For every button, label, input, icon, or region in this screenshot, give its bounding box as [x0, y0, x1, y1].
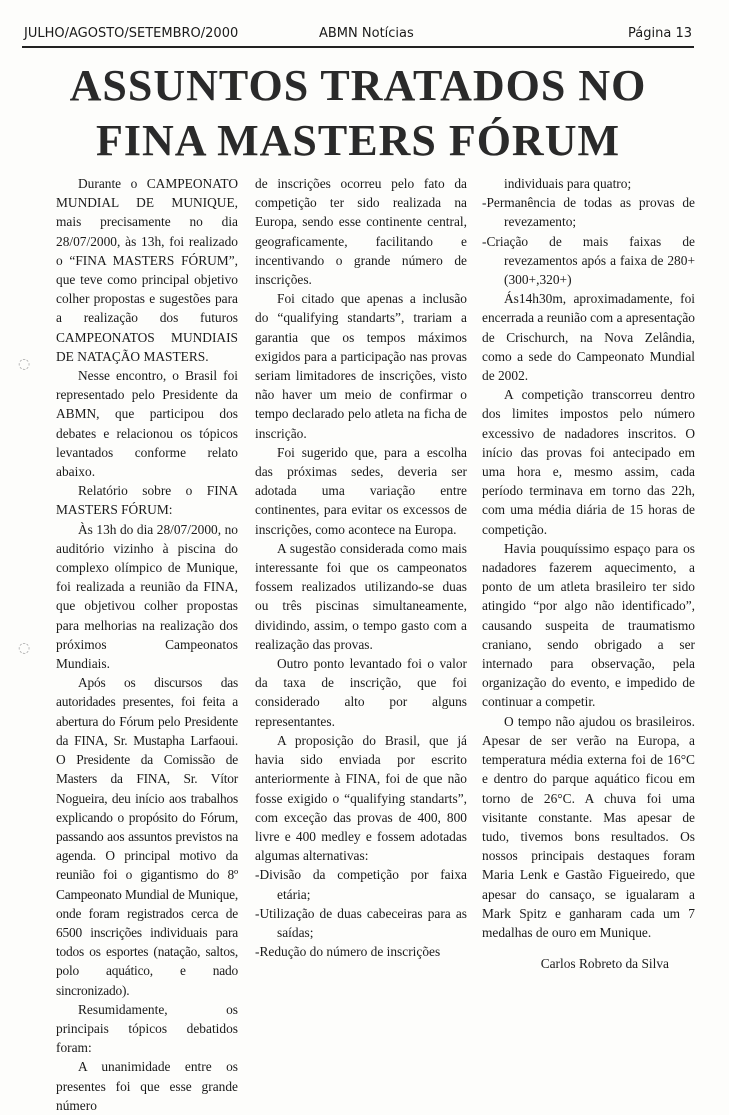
- paragraph: O tempo não ajudou os brasileiros. Apesar de ser verão na Europa, a temperatura média externa foi de 16°C e dentro do parque aquático ficou em torno de 26°C. A chuva foi uma visitante constante. Mas apesar de tudo, tivemos bons resultados. Os nossos principais destaques foram Maria Lenk e Gastão Figueiredo, que apesar do cansaço, se igualaram a Mark Spitz e ganharam cada um 7 medalhas de ouro em Munique.: [482, 713, 695, 940]
- paragraph: Ás14h30m, aproximadamente, foi encerrada a reunião com a apresentação de Crischurch, na Nova Zelândia, como a sede do Campeonato Mundial de 2002.: [482, 291, 695, 384]
- header-divider: [22, 46, 694, 48]
- paragraph: Havia pouquíssimo espaço para os nadadores fazerem aquecimento, a ponto de um atleta brasileiro ter sido atingido “por algo não identificado”, causando suspeita de traumatismo craniano, sendo obrigado a ser internado para observação, pela organização do evento, e impedido de continuar a competir.: [482, 540, 695, 710]
- paragraph: Às 13h do dia 28/07/2000, no auditório vizinho à piscina do complexo olímpico de Munique, foi realizada a reunião da FINA, que objetivou colher propostas para melhorias na realização dos próximos Campeonatos Mundiais.: [56, 521, 238, 672]
- article-title: [20, 58, 696, 168]
- paragraph: A unanimidade entre os presentes foi que esse grande número: [56, 1059, 238, 1113]
- publication-name: ABMN Notícias: [319, 26, 414, 41]
- article-column-1: [56, 174, 238, 1115]
- list-item: -Permanência de todas as provas de revezamento;: [482, 195, 695, 230]
- scan-hole-mark: ◌: [18, 640, 31, 656]
- paragraph: de inscrições ocorreu pelo fato da competição ter sido realizada na Europa, sendo esse continente central, geograficamente, facilitando e incentivando o grande número de inscrições.: [255, 176, 467, 288]
- page-header: [24, 26, 692, 46]
- paragraph: Após os discursos das autoridades presentes, foi feita a abertura do Fórum pelo Presidente da FINA, Sr. Mustapha Larfaoui. O Presidente da Comissão de Masters da FINA, Sr. Vítor Nogueira, deu início aos trabalhos explicando o propósito do Fórum, passando aos assuntos previstos na agenda. O principal motivo da reunião foi o gigantismo do 8º Campeonato Mundial de Munique, onde foram registrados cerca de 6500 inscrições individuais para todos os esportes (natação, saltos, polo aquático, e nado sincronizado).: [56, 675, 238, 998]
- list-item-continued: individuais para quatro;: [504, 176, 632, 191]
- paragraph: Resumidamente, os principais tópicos debatidos foram:: [56, 1001, 238, 1056]
- paragraph: Outro ponto levantado foi o valor da taxa de inscrição, que foi considerado alto por alguns representantes.: [255, 656, 467, 729]
- paragraph: A proposição do Brasil, que já havia sido enviada por escrito anteriormente à FINA, foi de que não fosse exigido o “qualifying standarts”, com exceção das provas de 400, 800 livre e 400 medley e fossem adotadas algumas alternativas:: [255, 732, 467, 864]
- paragraph: A sugestão considerada como mais interessante foi que os campeonatos fossem realizados utilizando-se duas ou três piscinas simultaneamente, dividindo, assim, o tempo gasto com a realização das provas.: [255, 540, 467, 652]
- paragraph: Relatório sobre o FINA MASTERS FÓRUM:: [56, 483, 238, 518]
- paragraph: A competição transcorreu dentro dos limites impostos pelo número excessivo de nadadores inscritos. O início das provas foi antecipado em uma hora e, mesmo assim, cada período terminava em torno das 22h, com uma média diária de 15 horas de competição.: [482, 387, 695, 537]
- title-line-1: ASSUNTOS TRATADOS NO: [69, 61, 647, 110]
- list-item: -Utilização de duas cabeceiras para as saídas;: [255, 905, 467, 940]
- paragraph: Foi sugerido que, para a escolha das próximas sedes, deveria ser adotada uma variação entre continentes, para evitar os excessos de inscrições, como acontece na Europa.: [255, 444, 467, 537]
- author-signature: Carlos Robreto da Silva: [540, 956, 669, 972]
- paragraph: Foi citado que apenas a inclusão do “qualifying standarts”, trariam a garantia que os tempos máximos exigidos para a participação nas provas seriam limitadores de inscrições, visto não haver um meio de confirmar o tempo declarado pelo atleta na ficha de inscrição.: [255, 291, 467, 441]
- list-item: -Redução do número de inscrições: [255, 944, 441, 960]
- issue-date: JULHO/AGOSTO/SETEMBRO/2000: [24, 26, 239, 41]
- page-number: Página 13: [628, 26, 692, 41]
- title-line-2: FINA MASTERS FÓRUM: [95, 116, 621, 165]
- list-item: -Divisão da competição por faixa etária;: [255, 867, 467, 902]
- scan-hole-mark: ◌: [18, 356, 31, 372]
- list-item: -Criação de mais faixas de revezamentos após a faixa de 280+ (300+,320+): [482, 233, 695, 288]
- article-column-3: [482, 174, 695, 973]
- paragraph: Nesse encontro, o Brasil foi representado pelo Presidente da ABMN, que participou dos debates e relacionou os tópicos levantados conforme relato abaixo.: [56, 368, 238, 480]
- article-column-2: [255, 174, 467, 961]
- paragraph: Durante o CAMPEONATO MUNDIAL DE MUNIQUE, mais precisamente no dia 28/07/2000, às 13h, foi realizado o “FINA MASTERS FÓRUM”, que teve como principal objetivo colher propostas e sugestões para a realização dos futuros CAMPEONATOS MUNDIAIS DE NATAÇÃO MASTERS.: [56, 176, 238, 364]
